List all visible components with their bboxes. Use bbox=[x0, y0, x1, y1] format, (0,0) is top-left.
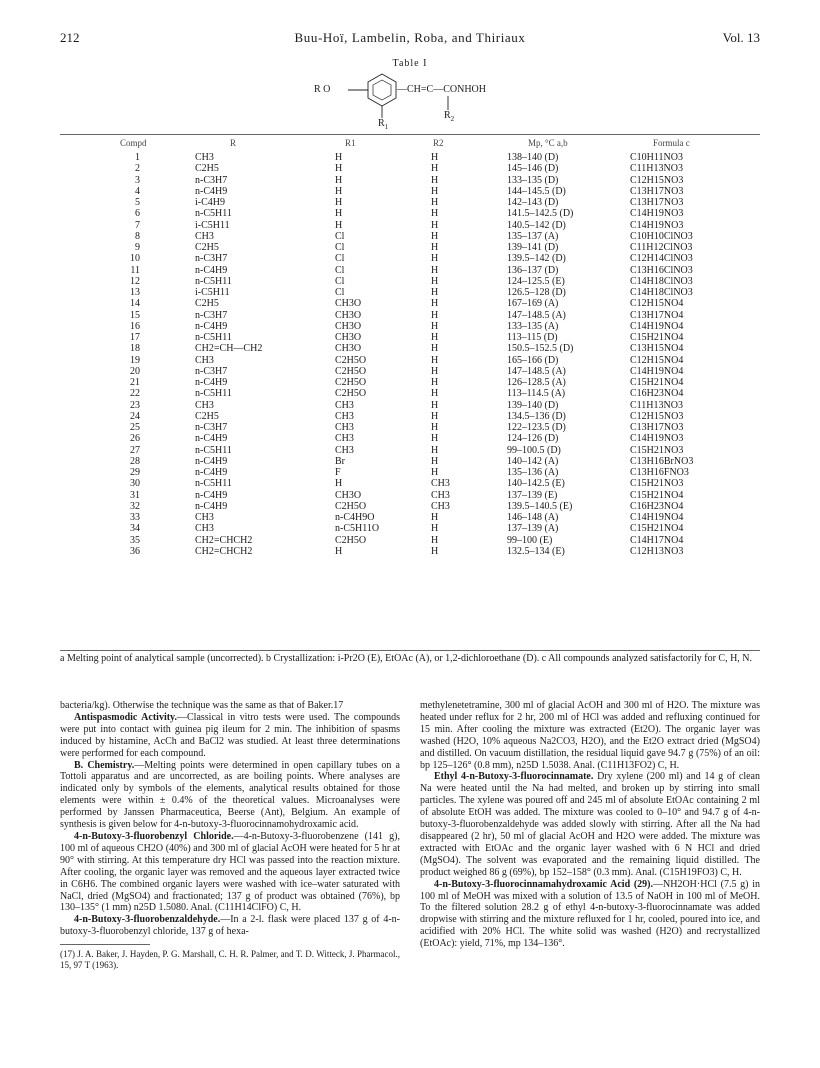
compd-cell: 3 bbox=[135, 174, 140, 186]
col-header-r2: R2 bbox=[433, 138, 444, 148]
formula-cell: C15H21NO4 bbox=[630, 489, 684, 501]
mp-cell: 113–115 (D) bbox=[507, 332, 558, 343]
mp-cell: 99–100.5 (D) bbox=[507, 444, 561, 456]
r-cell: n-C5H11 bbox=[195, 478, 232, 490]
mp-cell: 126.5–128 (D) bbox=[507, 287, 566, 298]
r2-cell: H bbox=[431, 422, 439, 433]
compd-cell: 8 bbox=[135, 230, 140, 242]
data-table bbox=[100, 136, 800, 557]
compd-cell: 28 bbox=[130, 455, 140, 467]
mp-cell: 141.5–142.5 (D) bbox=[507, 208, 574, 220]
mp-cell: 145–146 (D) bbox=[507, 163, 559, 175]
r2-cell: H bbox=[431, 163, 439, 175]
section-heading: 4-n-Butoxy-3-fluorobenzyl Chloride. bbox=[74, 830, 234, 842]
compd-cell: 35 bbox=[130, 534, 140, 546]
r2-cell: H bbox=[431, 332, 439, 343]
mp-cell: 138–140 (D) bbox=[507, 152, 559, 163]
compd-cell: 7 bbox=[135, 219, 140, 231]
table-row bbox=[100, 478, 800, 489]
formula-cell: C15H21NO3 bbox=[630, 444, 684, 456]
compd-cell: 13 bbox=[130, 287, 140, 298]
formula-cell: C14H19NO3 bbox=[630, 433, 684, 445]
r-cell: CH3 bbox=[195, 523, 214, 535]
compd-cell: 17 bbox=[130, 332, 140, 343]
r2-cell: CH3 bbox=[431, 489, 450, 501]
compd-cell: 23 bbox=[130, 399, 140, 411]
table-header-row bbox=[100, 136, 800, 152]
r2-cell: H bbox=[431, 264, 439, 276]
mp-cell: 137–139 (A) bbox=[507, 523, 559, 535]
r-cell: n-C4H9 bbox=[195, 467, 228, 478]
table-row bbox=[100, 321, 800, 332]
formula-cell: C14H19NO4 bbox=[630, 512, 684, 523]
formula-cell: C13H17NO3 bbox=[630, 185, 684, 197]
r2-cell: H bbox=[431, 365, 439, 377]
r-cell: CH2=CHCH2 bbox=[195, 545, 253, 557]
table-row bbox=[100, 253, 800, 264]
formula-cell: C14H18ClNO3 bbox=[630, 287, 693, 298]
footnote-rule bbox=[60, 944, 150, 945]
table-row bbox=[100, 523, 800, 534]
section-heading: Antispasmodic Activity. bbox=[74, 711, 178, 723]
running-header bbox=[60, 30, 760, 50]
table-row bbox=[100, 411, 800, 422]
table-body bbox=[100, 152, 800, 557]
table-row bbox=[100, 343, 800, 354]
col-header-compd: Compd bbox=[120, 138, 147, 148]
compd-cell: 22 bbox=[130, 388, 140, 400]
mp-cell: 133–135 (D) bbox=[507, 174, 559, 186]
mp-cell: 122–123.5 (D) bbox=[507, 422, 566, 433]
r1-cell: C2H5O bbox=[335, 534, 367, 546]
compd-cell: 20 bbox=[130, 365, 140, 377]
compd-cell: 6 bbox=[135, 208, 140, 220]
r2-cell: H bbox=[431, 399, 439, 411]
r-cell: CH2=CHCH2 bbox=[195, 534, 253, 546]
r-cell: C2H5 bbox=[195, 163, 219, 175]
r-cell: CH3 bbox=[195, 152, 214, 163]
formula-cell: C14H19NO3 bbox=[630, 219, 684, 231]
mp-cell: 113–114.5 (A) bbox=[507, 388, 566, 400]
table-row bbox=[100, 377, 800, 388]
r-cell: n-C3H7 bbox=[195, 309, 228, 321]
r1-cell: n-C5H11O bbox=[335, 523, 380, 535]
section-heading: Ethyl 4-n-Butoxy-3-fluorocinnamate. bbox=[434, 771, 594, 783]
r1-cell: CH3 bbox=[335, 422, 354, 433]
mp-cell: 124–126 (D) bbox=[507, 433, 559, 445]
table-row bbox=[100, 310, 800, 321]
structure-ro: R O bbox=[314, 84, 331, 95]
mp-cell: 142–143 (D) bbox=[507, 197, 559, 208]
table-row bbox=[100, 388, 800, 399]
formula-cell: C15H21NO4 bbox=[630, 523, 684, 535]
mp-cell: 139–141 (D) bbox=[507, 242, 559, 253]
formula-cell: C11H13NO3 bbox=[630, 399, 683, 411]
formula-cell: C13H17NO3 bbox=[630, 422, 684, 433]
r2-cell: H bbox=[431, 467, 439, 478]
r1-cell: Cl bbox=[335, 275, 345, 287]
r2-cell: H bbox=[431, 455, 439, 467]
r1-cell: H bbox=[335, 163, 343, 175]
formula-cell: C11H13NO3 bbox=[630, 163, 683, 175]
r1-cell: H bbox=[335, 478, 343, 490]
r2-cell: H bbox=[431, 545, 439, 557]
compd-cell: 27 bbox=[130, 444, 140, 456]
formula-cell: C14H17NO4 bbox=[630, 534, 684, 546]
table-row bbox=[100, 208, 800, 219]
r2-cell: H bbox=[431, 287, 439, 298]
r1-cell: C2H5O bbox=[335, 365, 367, 377]
table-top-rule bbox=[60, 134, 760, 135]
r1-cell: C2H5O bbox=[335, 377, 367, 388]
compd-cell: 4 bbox=[135, 185, 140, 197]
table-row bbox=[100, 287, 800, 298]
compd-cell: 25 bbox=[130, 422, 140, 433]
structure-diagram bbox=[300, 70, 560, 132]
table-row bbox=[100, 355, 800, 366]
r2-cell: H bbox=[431, 410, 439, 422]
mp-cell: 140.5–142 (D) bbox=[507, 219, 566, 231]
mp-cell: 147–148.5 (A) bbox=[507, 365, 566, 377]
formula-cell: C15H21NO3 bbox=[630, 478, 684, 490]
r2-cell: H bbox=[431, 174, 439, 186]
compd-cell: 5 bbox=[135, 197, 140, 208]
mp-cell: 134.5–136 (D) bbox=[507, 410, 566, 422]
formula-cell: C13H16ClNO3 bbox=[630, 264, 693, 276]
structure-r1: $R_1$ bbox=[378, 118, 389, 131]
table-caption: Table I bbox=[392, 58, 428, 69]
mp-cell: 139.5–140.5 (E) bbox=[507, 500, 573, 512]
table-footnote: a Melting point of analytical sample (uncorrected). b Crystallization: i-Pr2O (E), EtOAc (A), or 1,2-dichloroethane (D). c All compounds analyzed satisfactorily for C, H, N. bbox=[60, 653, 753, 664]
r2-cell: H bbox=[431, 275, 439, 287]
r2-cell: H bbox=[431, 320, 439, 332]
compd-cell: 15 bbox=[130, 309, 140, 321]
r1-cell: Cl bbox=[335, 230, 345, 242]
r2-cell: H bbox=[431, 152, 439, 163]
formula-cell: C12H15NO3 bbox=[630, 174, 684, 186]
r2-cell: H bbox=[431, 444, 439, 456]
paragraph: 4-n-Butoxy-3-fluorocinnamahydroxamic Acid (29).—NH2OH·HCl (7.5 g) in 100 ml of MeOH was mixed with a solution of 13.5 of NaOH in 100 ml of MeOH. To the filtered solution 28.2 g of ethyl 4-n-butoxy-3-fluorocinnamate was added dropwise with stirring and the mixture refluxed for 1 hr, cooled, poured into ice, and acidified with 20% HCl. The white solid was washed (H2O) and recrystallized (EtOAc): yield, 71%, mp 134–136°. bbox=[420, 878, 760, 950]
table-row bbox=[100, 231, 800, 242]
section-heading: 4-n-Butoxy-3-fluorobenzaldehyde. bbox=[74, 914, 221, 926]
r1-cell: CH3 bbox=[335, 444, 354, 456]
r2-cell: H bbox=[431, 197, 439, 208]
table-row bbox=[100, 445, 800, 456]
r1-cell: CH3O bbox=[335, 320, 362, 332]
mp-cell: 124–125.5 (E) bbox=[507, 275, 565, 287]
compd-cell: 2 bbox=[135, 163, 140, 175]
table-row bbox=[100, 433, 800, 444]
r1-cell: n-C4H9O bbox=[335, 512, 375, 523]
r-cell: i-C5H11 bbox=[195, 219, 230, 231]
r-cell: n-C4H9 bbox=[195, 264, 228, 276]
r2-cell: H bbox=[431, 343, 439, 355]
table-row bbox=[100, 535, 800, 546]
r-cell: CH3 bbox=[195, 230, 214, 242]
mp-cell: 140–142.5 (E) bbox=[507, 478, 565, 490]
r1-cell: Cl bbox=[335, 264, 345, 276]
formula-cell: C12H15NO3 bbox=[630, 410, 684, 422]
mp-cell: 150.5–152.5 (D) bbox=[507, 343, 574, 355]
mp-cell: 146–148 (A) bbox=[507, 512, 559, 523]
compd-cell: 18 bbox=[130, 343, 140, 355]
col-header-r1: R1 bbox=[345, 138, 356, 148]
formula-cell: C14H19NO3 bbox=[630, 208, 684, 220]
r1-cell: CH3 bbox=[335, 410, 354, 422]
table-row bbox=[100, 220, 800, 231]
r1-cell: F bbox=[335, 467, 341, 478]
compd-cell: 26 bbox=[130, 433, 140, 445]
r-cell: n-C5H11 bbox=[195, 332, 232, 343]
table-row bbox=[100, 186, 800, 197]
compd-cell: 33 bbox=[130, 512, 140, 523]
formula-cell: C12H13NO3 bbox=[630, 545, 684, 557]
r-cell: n-C4H9 bbox=[195, 185, 228, 197]
compd-cell: 9 bbox=[135, 242, 140, 253]
mp-cell: 165–166 (D) bbox=[507, 354, 559, 366]
compd-cell: 16 bbox=[130, 320, 140, 332]
r1-cell: C2H5O bbox=[335, 500, 367, 512]
running-authors: Buu-Hoï, Lambelin, Roba, and Thiriaux bbox=[294, 30, 526, 45]
table-row bbox=[100, 276, 800, 287]
r2-cell: CH3 bbox=[431, 478, 450, 490]
r-cell: C2H5 bbox=[195, 410, 219, 422]
r2-cell: H bbox=[431, 433, 439, 445]
mp-cell: 133–135 (A) bbox=[507, 320, 559, 332]
section-heading: B. Chemistry. bbox=[74, 759, 135, 771]
compd-cell: 34 bbox=[130, 523, 140, 535]
table-bottom-rule bbox=[60, 650, 760, 651]
mp-cell: 135–137 (A) bbox=[507, 230, 559, 242]
r1-cell: Cl bbox=[335, 253, 345, 265]
compd-cell: 21 bbox=[130, 377, 140, 388]
r-cell: i-C4H9 bbox=[195, 197, 225, 208]
r-cell: C2H5 bbox=[195, 298, 219, 310]
r1-cell: Cl bbox=[335, 242, 345, 253]
r2-cell: H bbox=[431, 219, 439, 231]
r1-cell: Cl bbox=[335, 287, 345, 298]
r1-cell: H bbox=[335, 197, 343, 208]
col-header-mp: Mp, °C a,b bbox=[528, 138, 568, 148]
mp-cell: 139–140 (D) bbox=[507, 399, 559, 411]
compd-cell: 31 bbox=[130, 489, 140, 501]
formula-cell: C16H23NO4 bbox=[630, 500, 684, 512]
table-row bbox=[100, 456, 800, 467]
compd-cell: 36 bbox=[130, 545, 140, 557]
paragraph: 4-n-Butoxy-3-fluorobenzyl Chloride.—4-n-Butoxy-3-fluorobenzene (141 g), 100 ml of aqueous CH2O (40%) and 300 ml of glacial AcOH were heated for 5 hr at 90° with stirring. At this temperature dry HCl was passed into the reaction mixture. After cooling, the organic layer was removed and the aqueous layer extracted twice in C6H6. The combined organic layers were washed with ice–water saturated with NaCl, dried (MgSO4) and fractionated; 137 g of product was obtained (76%), bp 130–135° (1 mm) n25D 1.5080. Anal. (C11H14ClFO) C, H. bbox=[60, 830, 400, 914]
r-cell: n-C3H7 bbox=[195, 422, 228, 433]
r2-cell: H bbox=[431, 298, 439, 310]
r1-cell: CH3O bbox=[335, 332, 362, 343]
table-row bbox=[100, 175, 800, 186]
r-cell: n-C5H11 bbox=[195, 275, 232, 287]
formula-cell: C13H17NO4 bbox=[630, 309, 684, 321]
r-cell: n-C3H7 bbox=[195, 174, 228, 186]
formula-cell: C13H16BrNO3 bbox=[630, 455, 694, 467]
r-cell: n-C4H9 bbox=[195, 433, 228, 445]
r1-cell: CH3O bbox=[335, 309, 362, 321]
r1-cell: CH3 bbox=[335, 399, 354, 411]
structure-r2: $R_2$ bbox=[444, 110, 455, 123]
formula-cell: C13H15NO4 bbox=[630, 343, 684, 355]
reference-footnote: (17) J. A. Baker, J. Hayden, P. G. Marshall, C. H. R. Palmer, and T. D. Witteck, J. Pharmacol., 15, 97 T (1963). bbox=[60, 949, 400, 971]
page-number: 212 bbox=[60, 30, 80, 45]
col-header-r: R bbox=[230, 138, 237, 148]
col-header-formula: Formula c bbox=[653, 138, 690, 148]
r1-cell: CH3 bbox=[335, 433, 354, 445]
mp-cell: 147–148.5 (A) bbox=[507, 309, 566, 321]
formula-cell: C12H14ClNO3 bbox=[630, 253, 693, 265]
compd-cell: 1 bbox=[135, 152, 140, 163]
r-cell: n-C5H11 bbox=[195, 388, 232, 400]
r-cell: CH3 bbox=[195, 399, 214, 411]
r1-cell: H bbox=[335, 152, 343, 163]
table-row bbox=[100, 332, 800, 343]
mp-cell: 137–139 (E) bbox=[507, 489, 558, 501]
table-row bbox=[100, 467, 800, 478]
formula-cell: C14H19NO4 bbox=[630, 365, 684, 377]
formula-cell: C10H11NO3 bbox=[630, 152, 683, 163]
paragraph: Ethyl 4-n-Butoxy-3-fluorocinnamate. Dry xylene (200 ml) and 14 g of clean Na were heated until the Na had melted, and broken up by stirring into small particles. The xylene was poured off and 245 ml of absolute EtOAc containing 2 ml of absolute EtOH was added. The mixture was cooled to 0–10° and 94.7 g of 4-n-butoxy-3-fluorobenzaldehyde was added slowly with stirring. After all the Na had disappeared (2 hr), 50 ml of glacial AcOH and H2O were added. The mixture was extracted with EtOAc and the organic layer washed with 6 N HCl and dried (MgSO4). The solvent was evaporated and the remaining liquid distilled. The product weighed 86 g (69%), bp 152–158° (0.3 mm). Anal. (C15H19FO3) C, H. bbox=[420, 771, 760, 878]
formula-cell: C13H17NO3 bbox=[630, 197, 684, 208]
mp-cell: 135–136 (A) bbox=[507, 467, 559, 478]
volume-label: Vol. 13 bbox=[722, 30, 760, 45]
mp-cell: 144–145.5 (D) bbox=[507, 185, 566, 197]
compd-cell: 32 bbox=[130, 500, 140, 512]
mp-cell: 136–137 (D) bbox=[507, 264, 559, 276]
compd-cell: 11 bbox=[130, 264, 140, 276]
r2-cell: H bbox=[431, 208, 439, 220]
r2-cell: H bbox=[431, 523, 439, 535]
formula-cell: C12H15NO4 bbox=[630, 354, 684, 366]
r1-cell: H bbox=[335, 185, 343, 197]
r-cell: n-C4H9 bbox=[195, 377, 228, 388]
r2-cell: H bbox=[431, 377, 439, 388]
r-cell: n-C5H11 bbox=[195, 208, 232, 220]
r-cell: CH3 bbox=[195, 512, 214, 523]
mp-cell: 99–100 (E) bbox=[507, 534, 553, 546]
r-cell: n-C5H11 bbox=[195, 444, 232, 456]
benzene-ring-icon bbox=[300, 70, 560, 132]
mp-cell: 132.5–134 (E) bbox=[507, 545, 565, 557]
paragraph: B. Chemistry.—Melting points were determined in open capillary tubes on a Tottoli apparatus and are uncorrected, as are boiling points. Where analyses are indicated only by symbols of the elements, analytical results obtained for those elements were within ± 0.4% of the theoretical values. Microanalyses were performed by Janssen Pharmaceutica, Beerse (Ant), Belgium. An example of synthesis is given below for 4-n-butoxy-3-fluorocinnamohydroxamic acid. bbox=[60, 759, 400, 831]
r2-cell: H bbox=[431, 512, 439, 523]
compd-cell: 30 bbox=[130, 478, 140, 490]
mp-cell: 139.5–142 (D) bbox=[507, 253, 566, 265]
table-row bbox=[100, 197, 800, 208]
paragraph: methylenetetramine, 300 ml of glacial AcOH and 300 ml of H2O. The mixture was heated under reflux for 2 hr, 200 ml of HCl was added and refluxing continued for 15 min. After cooling the mixture was extracted (Et2O). The organic layer was washed (H2O, 10% aqueous Na2CO3, H2O), and the Et2O extract dried (MgSO4) and distilled. On vacuum distillation, the residual liquid gave 94.7 g (75%) of an oil: bp 125–126° (0.8 mm), n25D 1.5038. Anal. (C11H13FO2) C, H. bbox=[420, 700, 760, 771]
r-cell: n-C4H9 bbox=[195, 489, 228, 501]
r1-cell: H bbox=[335, 208, 343, 220]
r2-cell: H bbox=[431, 253, 439, 265]
formula-cell: C14H18ClNO3 bbox=[630, 275, 693, 287]
compd-cell: 12 bbox=[130, 275, 140, 287]
compd-cell: 14 bbox=[130, 298, 140, 310]
r1-cell: CH3O bbox=[335, 298, 362, 310]
right-text-column bbox=[420, 700, 760, 950]
table-row bbox=[100, 422, 800, 433]
mp-cell: 140–142 (A) bbox=[507, 455, 559, 467]
r-cell: n-C4H9 bbox=[195, 320, 228, 332]
structure-vinyl-chain: —CH=C—CONHOH bbox=[397, 84, 486, 95]
formula-cell: C13H16FNO3 bbox=[630, 467, 689, 478]
r1-cell: H bbox=[335, 219, 343, 231]
table-row bbox=[100, 512, 800, 523]
paragraph: bacteria/kg). Otherwise the technique was the same as that of Baker.17 bbox=[60, 700, 344, 711]
table-row bbox=[100, 242, 800, 253]
r2-cell: H bbox=[431, 309, 439, 321]
r2-cell: H bbox=[431, 388, 439, 400]
r2-cell: H bbox=[431, 230, 439, 242]
r2-cell: H bbox=[431, 354, 439, 366]
left-text-column bbox=[60, 700, 400, 971]
mp-cell: 167–169 (A) bbox=[507, 298, 559, 310]
r-cell: n-C4H9 bbox=[195, 500, 228, 512]
section-heading: 4-n-Butoxy-3-fluorocinnamahydroxamic Acid (29). bbox=[434, 878, 654, 890]
r1-cell: CH3O bbox=[335, 343, 362, 355]
compd-cell: 24 bbox=[130, 410, 140, 422]
table-row bbox=[100, 501, 800, 512]
table-row bbox=[100, 298, 800, 309]
r2-cell: H bbox=[431, 534, 439, 546]
r-cell: CH2=CH—CH2 bbox=[195, 343, 263, 355]
r2-cell: H bbox=[431, 185, 439, 197]
r1-cell: Br bbox=[335, 455, 345, 467]
table-row bbox=[100, 265, 800, 276]
table-row bbox=[100, 400, 800, 411]
r1-cell: H bbox=[335, 545, 343, 557]
r1-cell: CH3O bbox=[335, 489, 362, 501]
r1-cell: H bbox=[335, 174, 343, 186]
table-row bbox=[100, 490, 800, 501]
table-row bbox=[100, 152, 800, 163]
r-cell: n-C4H9 bbox=[195, 455, 228, 467]
r-cell: CH3 bbox=[195, 354, 214, 366]
r1-cell: C2H5O bbox=[335, 388, 367, 400]
r2-cell: CH3 bbox=[431, 500, 450, 512]
formula-cell: C11H12ClNO3 bbox=[630, 242, 693, 253]
formula-cell: C16H23NO4 bbox=[630, 388, 684, 400]
compd-cell: 19 bbox=[130, 354, 140, 366]
formula-cell: C14H19NO4 bbox=[630, 320, 684, 332]
r-cell: n-C3H7 bbox=[195, 365, 228, 377]
r2-cell: H bbox=[431, 242, 439, 253]
paragraph: 4-n-Butoxy-3-fluorobenzaldehyde.—In a 2-l. flask were placed 137 g of 4-n-butoxy-3-fluorobenzyl chloride, 137 g of hexa- bbox=[60, 914, 400, 938]
table-row bbox=[100, 163, 800, 174]
r-cell: C2H5 bbox=[195, 242, 219, 253]
formula-cell: C15H21NO4 bbox=[630, 377, 684, 388]
r1-cell: C2H5O bbox=[335, 354, 367, 366]
table-row bbox=[100, 366, 800, 377]
formula-cell: C10H10ClNO3 bbox=[630, 230, 693, 242]
paragraph: Antispasmodic Activity.—Classical in vitro tests were used. The compounds were put into contact with guinea pig ileum for 2 min. The inhibition of spasms induced by histamine, AcCh and BaCl2 was studied. At least three determinations were performed for each compound. bbox=[60, 711, 401, 759]
compd-cell: 29 bbox=[130, 467, 140, 478]
table-row bbox=[100, 546, 800, 557]
formula-cell: C15H21NO4 bbox=[630, 332, 684, 343]
compd-cell: 10 bbox=[130, 253, 140, 265]
mp-cell: 126–128.5 (A) bbox=[507, 377, 566, 388]
r-cell: n-C3H7 bbox=[195, 253, 228, 265]
r-cell: i-C5H11 bbox=[195, 287, 230, 298]
formula-cell: C12H15NO4 bbox=[630, 298, 684, 310]
